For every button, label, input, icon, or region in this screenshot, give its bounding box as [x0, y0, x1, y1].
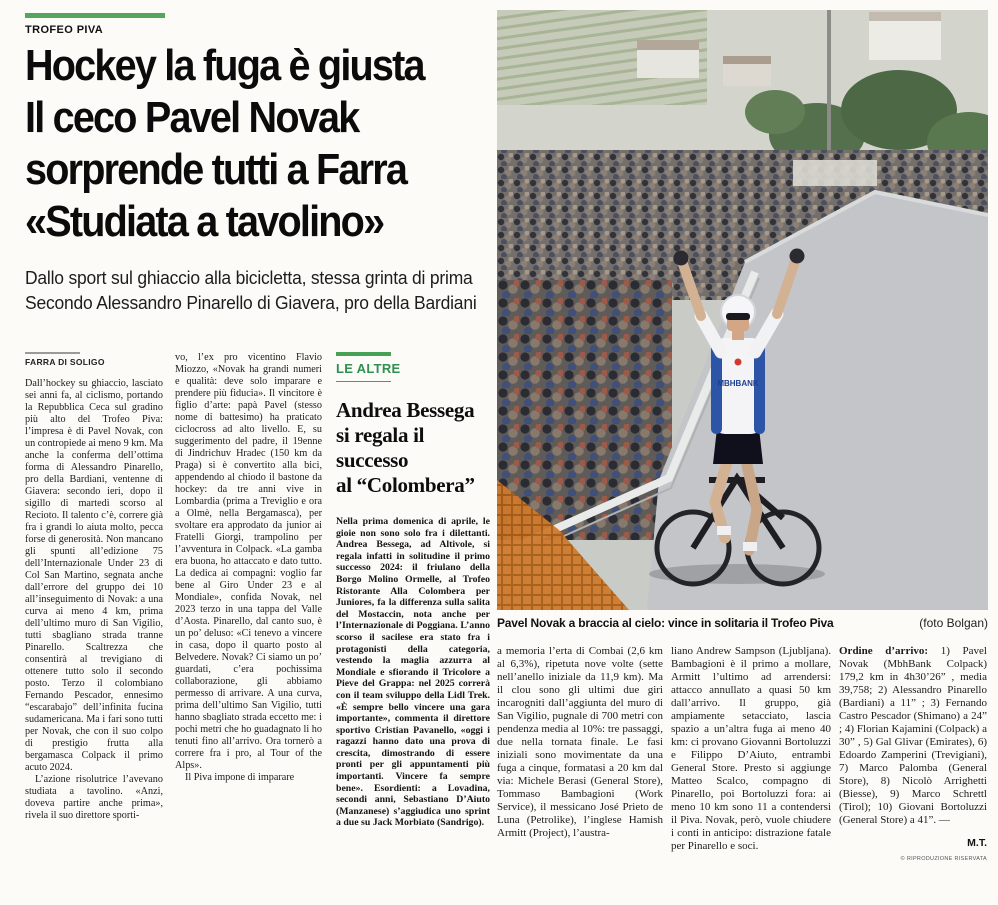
article-paragraph: vo, l’ex pro vicentino Flavio Miozzo, «Novak ha grandi numeri e qualità: deve solo imparare e prendere più fiducia». Il vincitore è figlio d’arte: papà Pavel (stesso nome di battesimo) ha praticato ciclocross ad alto livello. E, su suggerimento del padre, il 19enne di Jindrichuv Hradec (150 km da Praga) si è convertito alla bici, appendendo al chiodo il bastone da hockey: da tre anni vive in Lombardia (prima a Treviglio e ora a Olmè, nella Bergamasca), per svoltare era approdato da junior ai Fratelli Giorgi, trampolino per l’avventura in Colpack. «La gamba era buona, ho attaccato e dato tutto. La dedica ai compagni: voglio far bene al Giro Under 23 e al Mondiale», confida Novak, nel 2023 terzo in una tappa del Valle d’Aosta. Pinarello, dal canto suo, è un po’ deluso: «Ci tenevo a vincere in casa, dopo il quarto posto al Belvedere. Novak? Ci siamo un po’ guardati, c’era pochissima collaborazione, gli abbiamo permesso di arrivare. A una curva, prima dell’ultimo San Vigilio, tutti hanno sbagliato strada eccetto me: i pochi metri che ho guadagnato li ho tenuti fino all’arrivo. Ora tornerò a correre fra i pro, al Tour of the Alps». — [175, 352, 322, 771]
article-paragraph: liano Andrew Sampson (Ljubljana). Bambagioni è il primo a mollare, Armitt l’ultimo ad arrendersi: attacco annullato a quasi 50 km dall’arrivo. Il gruppo, già ampiamente setacciato, lascia spazio a un’altra fuga ai meno 40 km: ci provano Giovanni Bortoluzzi e Filippo D’Aiuto, entrambi General Store. Presto si aggiunge Matteo Scalco, compagno di Pinarello, poi Bortoluzzi fora: ai meno 10 km sono 11 a contendersi il Piva. Novak, però, vuole chiudere i conti in anticipo: distrazione fatale per Pinarello e soci. — [671, 645, 831, 852]
sidebar-box — [336, 352, 490, 900]
photo-caption: Pavel Novak a braccia al cielo: vince in solitaria il Trofeo Piva — [497, 616, 834, 630]
article-column-2 — [175, 352, 322, 900]
article-kicker: TROFEO PIVA — [25, 24, 104, 36]
sidebar-rule — [336, 381, 391, 382]
article-paragraph: a memoria l’erta di Combai (2,6 km al 6,3%), ripetuta nove volte (sette nell’anello iniziale da 11,9 km). Ma il clou sono gli ultimi due giri incarogniti dall’aggiunta del muro di San Vigilio, pugnale di 700 metri con pendenza media al 10%: tre passaggi, due nella tornata finale. Le fasi iniziali sono movimentate da una fuga a cinque, formatasi a 20 km dal via: Michele Berasi (General Store), Tommaso Bambagioni (Work Service), il messicano José Prieto de Luna (Petrolike), l’inglese Hamish Armitt (Project), l’austra- — [497, 645, 663, 839]
headline-line: Il ceco Pavel Novak — [25, 93, 359, 142]
sidebar-headline-line: Andrea Bessega — [336, 398, 475, 422]
article-paragraph: L’azione risolutrice l’avevano studiata a tavolino. «Anzi, doveva partire anche prima», rivela il suo direttore sporti- — [25, 774, 163, 821]
race-photo-illustration — [497, 10, 988, 610]
dateline: FARRA DI SOLIGO — [25, 357, 105, 367]
article-subhead — [25, 266, 505, 316]
results-label: Ordine d’arrivo: — [839, 645, 929, 657]
race-photo — [497, 10, 988, 610]
headline-line: sorprende tutti a Farra — [25, 145, 407, 194]
article-column-1 — [25, 352, 163, 900]
photo-credit: (foto Bolgan) — [919, 616, 988, 630]
article-headline — [25, 40, 505, 248]
subhead-line: Dallo sport sul ghiaccio alla bicicletta, stessa grinta di prima — [25, 268, 473, 288]
article-column-4 — [497, 645, 663, 905]
article-paragraph: Dall’hockey su ghiaccio, lasciato sei anni fa, al ciclismo, portando la Repubblica Ceca sul gradino più alto del Trofeo Piva: l’impresa è di Pavel Novak, con un contropiede ai meno 9 km. Ma anche la conferma dell’ottima forma di Alessandro Pinarello, pro della Bardiani, ventenne di Giavera: secondo ieri, dopo il sigillo di martedì scorso al Recioto. Il talento c’è, correre già fra i grandi lo aiuta molto, pecca forse di generosità. Non mancano gli spunti all’edizione 75 dell’Internazionale Under 23 di Col San Martino, segnata anche dall’errore del gruppo dei 10 all’inseguimento di Novak: a una curva ai meno 4 km, prima dell’ultimo muro di San Vigilio, tutti sbagliano strada tranne Pinarello. Scaltrezza che consentirà al trevigiano di ottenere tutto solo il secondo posto. Terzo il colombiano Fernando Pescador, ennesimo “escarabajo” dell’infinita fucina sudamericana. Ma i fari sono tutti per Novak, che con il suo colpo di prestigio frutta alla bergamasca Colpack il primo acuto 2024. — [25, 378, 163, 773]
photo-caption-row — [497, 616, 988, 630]
sidebar-headline — [336, 398, 490, 498]
article-column-5 — [671, 645, 831, 905]
article-paragraph: Il Piva impone di imparare — [185, 772, 295, 783]
results-column — [839, 645, 987, 905]
copyright-notice: © RIPRODUZIONE RISERVATA — [900, 856, 987, 862]
results-text: 1) Pavel Novak (MbhBank Colpack) 179,2 km in 4h30’26” , media 39,758; 2) Alessandro Pinarello (Bardiani) a 11” ; 3) Fernando Castro Pescador (Shimano) a 24” ; 4) Florian Kajamini (Colpack) a 30” , 5) Gal Glivar (Emirates), 6) Edoardo Zamperini (Trevigiani), 7) Marco Palomba (General Store), 8) Nicolò Arrighetti (Biesse), 9) Marco Schrettl (Tirol); 10) Giovani Bortoluzzi (General Store) a 41”. — — [839, 645, 987, 826]
jersey-logo — [735, 359, 742, 366]
section-accent-bar — [25, 13, 165, 18]
dateline-rule — [25, 352, 80, 354]
sunglasses — [726, 313, 750, 320]
results-paragraph — [839, 645, 987, 827]
author-initials: M.T. — [967, 837, 987, 849]
headline-line: Hockey la fuga è giusta — [25, 41, 424, 90]
sidebar-headline-line: al “Colombera” — [336, 473, 475, 497]
sidebar-label: LE ALTRE — [336, 361, 401, 376]
sidebar-accent-bar — [336, 352, 391, 356]
subhead-line: Secondo Alessandro Pinarello di Giavera, pro della Bardiani — [25, 293, 477, 313]
sidebar-headline-line: si regala il successo — [336, 423, 425, 472]
jersey-text: MBHBANK — [717, 379, 759, 388]
headline-line: «Studiata a tavolino» — [25, 197, 384, 246]
sidebar-body: Nella prima domenica di aprile, le gioie non sono solo fra i dilettanti. Andrea Bessega, ad Altivole, si regala infatti in solitudine il primo successo 2024: il friulano della Borgo Molino Ormelle, al Trofeo Ristorante Alla Colombera per Juniores, fa la differenza sulla salita del Mostaccin, nota anche per l’Internazionale di Poggiana. L’anno scorso il sacilese era stato fra i protagonisti della categoria, vestendo la maglia azzurra al Mondiale e sfiorando il Tricolore a Pieve del Grappa: nel 2025 correrà con il team sviluppo della Lidl Trek. «È sempre bello vincere una gara importante», commenta il direttore sportivo Cristian Pavanello, «oggi i ragazzi hanno dato una prova di crescita, dimostrando di essere pronti per gli appuntamenti più importanti. Vincere fa sempre bene». Esordienti: a Lovadina, secondi anni, Sebastiano D’Aiuto (Manzanese) s’aggiudica uno sprint a due su Jack Morbiato (Sandrigo). — [336, 516, 490, 829]
